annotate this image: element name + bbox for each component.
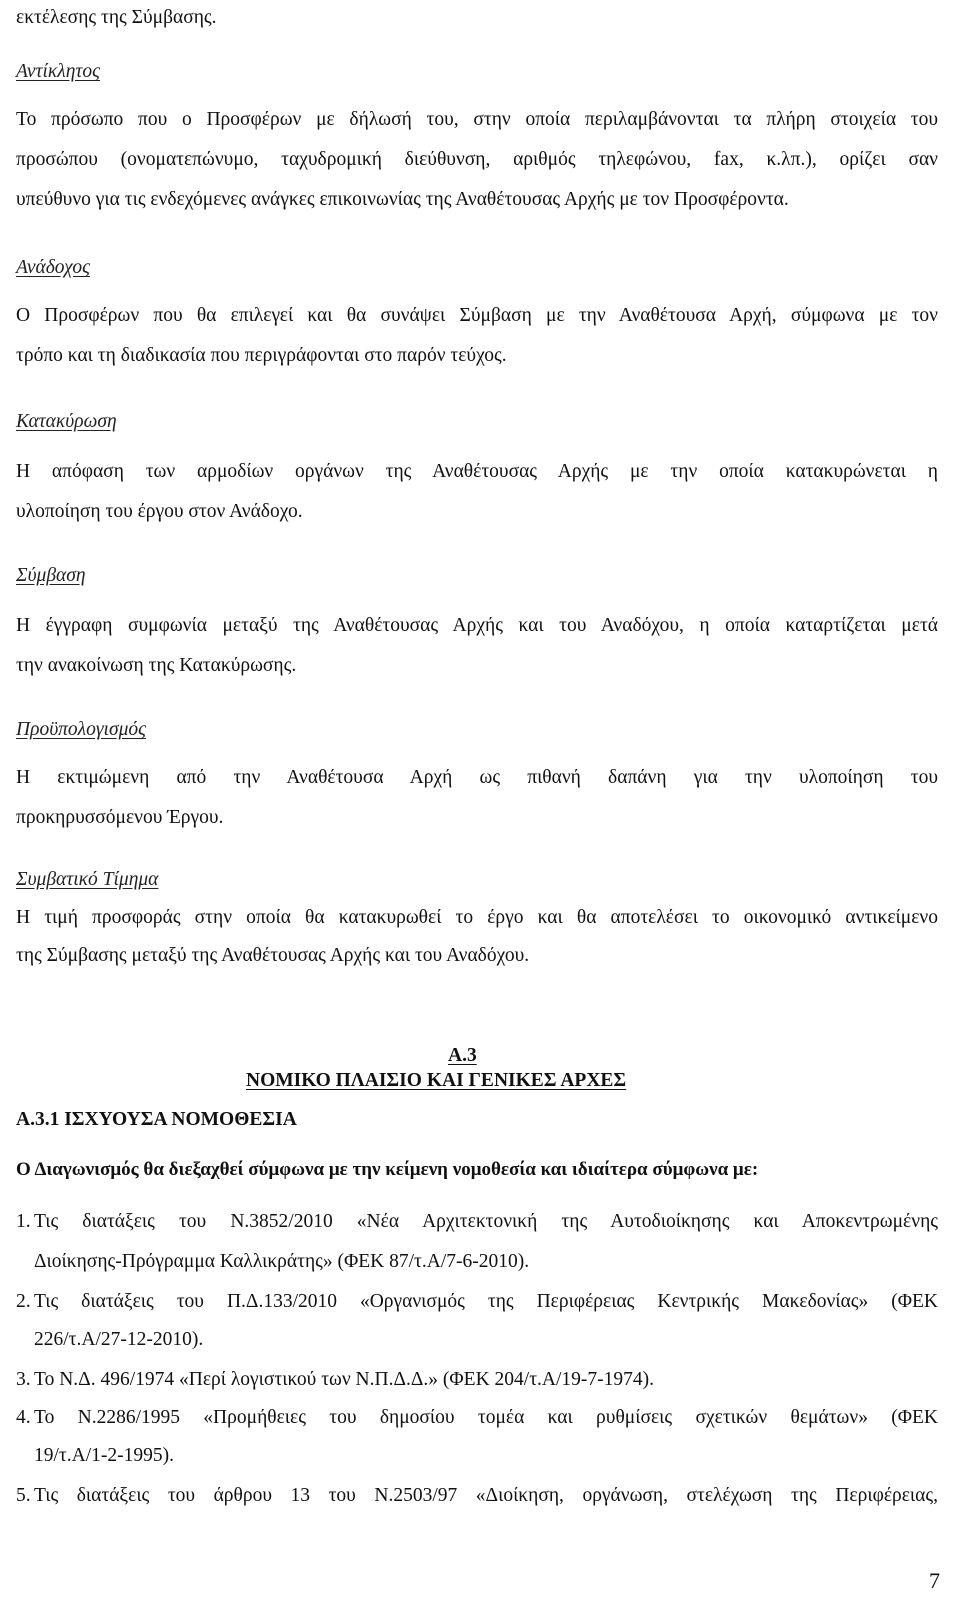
definition-term [16, 718, 938, 742]
term-katakyrosi: Κατακύρωση [16, 411, 117, 432]
term-anadochos: Ανάδοχος [16, 257, 90, 278]
intro-line: εκτέλεσης της Σύμβασης. [16, 7, 217, 28]
definition-line: τρόπο και τη διαδικασία που περιγράφονται στο παρόν τεύχος. [16, 345, 507, 366]
list-item-line: Διοίκησης-Πρόγραμμα Καλλικράτης» (ΦΕΚ 87/τ.Α/7-6-2010). [34, 1251, 530, 1272]
list-item-line: Τις διατάξεις του Π.Δ.133/2010 «Οργανισμός της Περιφέρειας Κεντρικής Μακεδονίας» (ΦΕΚ [34, 1291, 938, 1312]
list-item-line: 19/τ.Α/1-2-1995). [34, 1445, 174, 1466]
definition-line: υλοποίηση του έργου στον Ανάδοχο. [16, 501, 303, 522]
list-item-line: Τις διατάξεις του Ν.3852/2010 «Νέα Αρχιτεκτονική της Αυτοδιοίκησης και Αποκεντρωμένης [34, 1211, 938, 1232]
list-number: 2. [16, 1291, 31, 1312]
term-proypologismos: Προϋπολογισμός [16, 719, 147, 740]
term-antikletos: Αντίκλητος [16, 61, 101, 82]
subsection-title: Α.3.1 ΙΣΧΥΟΥΣΑ ΝΟΜΟΘΕΣΙΑ [16, 1109, 297, 1130]
definition-line: Η τιμή προσφοράς στην οποία θα κατακυρωθεί το έργο και θα αποτελέσει το οικονομικό αντικείμενο [16, 907, 938, 928]
definition-line: την ανακοίνωση της Κατακύρωσης. [16, 655, 297, 676]
definition-term [16, 564, 938, 588]
definition-line: Ο Προσφέρων που θα επιλεγεί και θα συνάψει Σύμβαση με την Αναθέτουσα Αρχή, σύμφωνα με τον [16, 305, 938, 326]
definition-line: προσώπου (ονοματεπώνυμο, ταχυδρομική διεύθυνση, αριθμός τηλεφώνου, fax, κ.λπ.), ορίζει σαν [16, 149, 938, 170]
definition-line: Η εκτιμώμενη από την Αναθέτουσα Αρχή ως πιθανή δαπάνη για την υλοποίηση του [16, 767, 938, 788]
list-item-line: Το Ν.2286/1995 «Προμήθειες του δημοσίου τομέα και ρυθμίσεις σχετικών θεμάτων» (ΦΕΚ [34, 1407, 938, 1428]
definition-line: της Σύμβασης μεταξύ της Αναθέτουσας Αρχής και του Αναδόχου. [16, 945, 530, 966]
definition-line: Η απόφαση των αρμοδίων οργάνων της Αναθέτουσας Αρχής με την οποία κατακυρώνεται η [16, 461, 938, 482]
definition-term [16, 60, 938, 84]
definition-line: Το πρόσωπο που ο Προσφέρων με δήλωσή του, στην οποία περιλαμβάνονται τα πλήρη στοιχεία του [16, 109, 938, 130]
list-item-line: 226/τ.Α/27-12-2010). [34, 1329, 204, 1350]
definition-line: Η έγγραφη συμφωνία μεταξύ της Αναθέτουσας Αρχής και του Αναδόχου, η οποία καταρτίζεται μετά [16, 615, 938, 636]
section-lead: Ο Διαγωνισμός θα διεξαχθεί σύμφωνα με την κείμενη νομοθεσία και ιδιαίτερα σύμφωνα με: [16, 1159, 759, 1180]
definition-term [16, 256, 938, 280]
section-number: Α.3 [448, 1045, 477, 1066]
page-number: 7 [929, 1568, 940, 1593]
list-number: 3. [16, 1369, 31, 1390]
list-number: 4. [16, 1407, 31, 1428]
section-title: ΝΟΜΙΚΟ ΠΛΑΙΣΙΟ ΚΑΙ ΓΕΝΙΚΕΣ ΑΡΧΕΣ [246, 1070, 627, 1091]
list-number: 5. [16, 1485, 31, 1506]
definition-line: υπεύθυνο για τις ενδεχόμενες ανάγκες επικοινωνίας της Αναθέτουσας Αρχής με τον Προσφέροντα. [16, 189, 789, 210]
list-item-line: Τις διατάξεις του άρθρου 13 του Ν.2503/97 «Διοίκηση, οργάνωση, στελέχωση της Περιφέρειας, [34, 1485, 938, 1506]
term-symvasi: Σύμβαση [16, 565, 86, 586]
list-number: 1. [16, 1211, 31, 1232]
definition-term [16, 410, 938, 434]
definition-term [16, 868, 938, 892]
term-symvatiko-timima: Συμβατικό Τίμημα [16, 869, 159, 890]
definition-line: προκηρυσσόμενου Έργου. [16, 807, 224, 828]
list-item-line: Το Ν.Δ. 496/1974 «Περί λογιστικού των Ν.Π.Δ.Δ.» (ΦΕΚ 204/τ.Α/19-7-1974). [34, 1369, 655, 1390]
